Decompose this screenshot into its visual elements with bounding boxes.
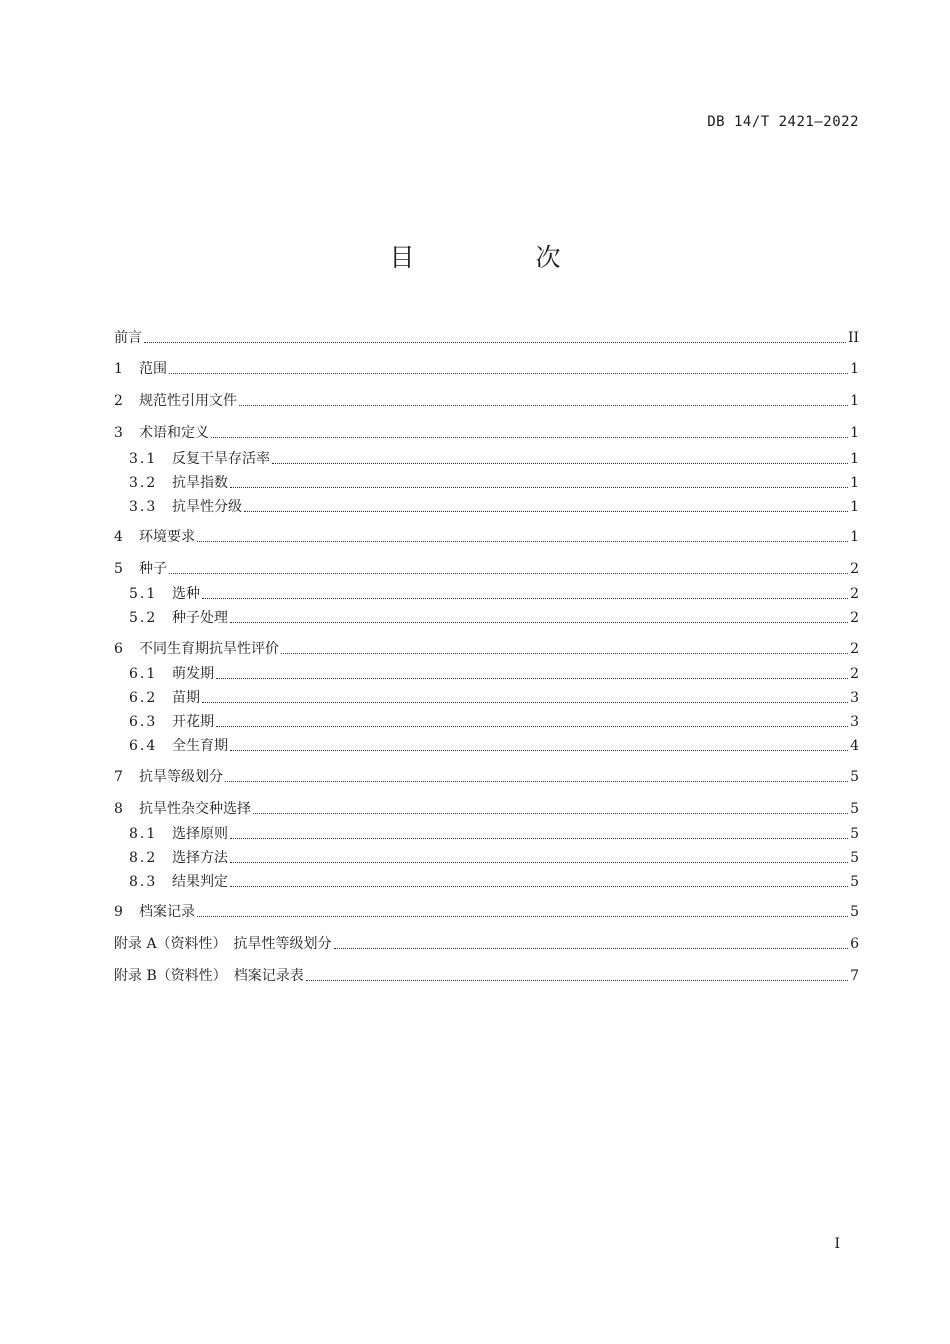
toc-entry[interactable] [129, 712, 859, 732]
toc-entry-number: 1 [114, 361, 125, 377]
dot-leader [306, 979, 848, 981]
toc-entry-number: 8.1 [129, 826, 158, 842]
toc-entry-page: 2 [850, 666, 859, 682]
toc-entry-number: 8 [114, 801, 125, 817]
toc-entry-page: 1 [850, 393, 859, 409]
toc-entry[interactable] [114, 423, 859, 443]
toc-entry[interactable] [129, 473, 859, 493]
toc-entry[interactable] [129, 664, 859, 684]
toc-entry-number: 5.1 [129, 586, 158, 602]
toc-entry-label [114, 527, 195, 547]
toc-entry[interactable] [114, 328, 859, 348]
toc-entry[interactable] [129, 497, 859, 517]
toc-entry-label [114, 639, 279, 659]
toc-entry-text: 档案记录 [139, 904, 195, 920]
toc-entry-label [114, 767, 223, 787]
toc-entry-label [129, 824, 228, 844]
toc-entry[interactable] [114, 934, 859, 954]
toc-entry-page: 1 [850, 361, 859, 377]
toc-entry-page: 2 [850, 561, 859, 577]
toc-entry-number: 6.3 [129, 714, 158, 730]
toc-entry-number: 6 [114, 641, 125, 657]
toc-entry-page: 5 [850, 769, 859, 785]
dot-leader [239, 404, 848, 406]
dot-leader [230, 885, 848, 887]
dot-leader [197, 915, 848, 917]
toc-entry-number: 8.3 [129, 874, 158, 890]
dot-leader [202, 701, 848, 703]
toc-entry-number: 5 [114, 561, 125, 577]
toc-entry[interactable] [114, 902, 859, 922]
toc-entry-number: 6.4 [129, 738, 158, 754]
toc-entry-text: 萌发期 [172, 666, 214, 682]
toc-entry-page: 5 [850, 904, 859, 920]
toc-entry-text: 规范性引用文件 [139, 393, 237, 409]
dot-leader [230, 621, 848, 623]
toc-entry[interactable] [129, 848, 859, 868]
toc-entry-label [114, 934, 332, 954]
dot-leader [225, 780, 848, 782]
toc-entry-label [129, 497, 242, 517]
toc-entry-page: 5 [850, 874, 859, 890]
toc-entry[interactable] [129, 584, 859, 604]
toc-entry-page: 6 [850, 936, 859, 952]
toc-entry-label [114, 799, 251, 819]
toc-entry-label [129, 872, 228, 892]
toc-entry-page: 2 [850, 586, 859, 602]
dot-leader [202, 597, 848, 599]
toc-entry-number: 4 [114, 529, 125, 545]
toc-entry[interactable] [114, 639, 859, 659]
toc-entry-label [129, 449, 270, 469]
dot-leader [211, 436, 848, 438]
toc-entry-text: 不同生育期抗旱性评价 [139, 641, 279, 657]
dot-leader [230, 486, 848, 488]
toc-entry-label [114, 902, 195, 922]
toc-entry-text: 抗旱等级划分 [139, 769, 223, 785]
toc-entry[interactable] [114, 966, 859, 986]
toc-entry-number: 3.2 [129, 475, 158, 491]
toc-entry-number: 3.1 [129, 451, 158, 467]
toc-entry-page: 3 [850, 690, 859, 706]
toc-entry[interactable] [114, 391, 859, 411]
toc-entry-text: 全生育期 [172, 738, 228, 754]
dot-leader [216, 725, 848, 727]
toc-entry-text: 种子处理 [172, 610, 228, 626]
toc-entry-text: 前言 [114, 330, 142, 346]
dot-leader [230, 837, 848, 839]
toc-entry-text: 抗旱性杂交种选择 [139, 801, 251, 817]
toc-entry-text: 选择方法 [172, 850, 228, 866]
toc-entry-page: 3 [850, 714, 859, 730]
toc-entry-text: 选种 [172, 586, 200, 602]
toc-entry-text: 附录 B（资料性） 档案记录表 [114, 968, 304, 984]
toc-entry-page: 1 [850, 529, 859, 545]
toc-entry[interactable] [129, 736, 859, 756]
dot-leader [272, 462, 848, 464]
dot-leader [334, 947, 849, 949]
toc-entry-label [129, 848, 228, 868]
toc-entry[interactable] [129, 872, 859, 892]
dot-leader [197, 540, 848, 542]
toc-entry-text: 种子 [139, 561, 167, 577]
toc-entry-text: 术语和定义 [139, 425, 209, 441]
toc-entry-label [129, 473, 228, 493]
toc-entry[interactable] [114, 767, 859, 787]
toc-entry-page: 7 [850, 968, 859, 984]
toc-entry-label [129, 736, 228, 756]
toc-entry[interactable] [114, 359, 859, 379]
toc-entry-page: 2 [850, 641, 859, 657]
document-code: DB 14/T 2421—2022 [707, 114, 859, 130]
toc-entry-number: 2 [114, 393, 125, 409]
dot-leader [169, 372, 848, 374]
toc-entry-text: 附录 A（资料性） 抗旱性等级划分 [114, 936, 332, 952]
toc-entry-text: 选择原则 [172, 826, 228, 842]
toc-entry-label [129, 584, 200, 604]
toc-entry[interactable] [114, 527, 859, 547]
toc-entry-label [129, 664, 214, 684]
toc-entry-text: 环境要求 [139, 529, 195, 545]
toc-entry-number: 5.2 [129, 610, 158, 626]
toc-entry-text: 抗旱性分级 [172, 499, 242, 515]
toc-entry-page: 5 [850, 850, 859, 866]
toc-entry-text: 范围 [139, 361, 167, 377]
toc-entry[interactable] [129, 688, 859, 708]
toc-entry[interactable] [129, 449, 859, 469]
dot-leader [216, 677, 848, 679]
dot-leader [281, 652, 848, 654]
toc-entry-number: 3.3 [129, 499, 158, 515]
toc-entry-label [114, 423, 209, 443]
toc-entry-label [129, 712, 214, 732]
toc-entry-page: 1 [850, 425, 859, 441]
toc-entry-number: 8.2 [129, 850, 158, 866]
dot-leader [169, 572, 848, 574]
toc-entry-label [114, 966, 304, 986]
toc-entry-page: 2 [850, 610, 859, 626]
toc-entry-text: 结果判定 [172, 874, 228, 890]
toc-entry-page: 5 [850, 826, 859, 842]
toc-entry-number: 6.1 [129, 666, 158, 682]
toc-entry-text: 开花期 [172, 714, 214, 730]
toc-entry-page: II [847, 330, 859, 346]
toc-entry-text: 反复干旱存活率 [172, 451, 270, 467]
toc-entry-page: 1 [850, 475, 859, 491]
toc-entry-label [114, 359, 167, 379]
toc-entry-label [114, 328, 142, 348]
toc-entry-number: 3 [114, 425, 125, 441]
toc-entry[interactable] [114, 799, 859, 819]
toc-entry-number: 9 [114, 904, 125, 920]
toc-entry[interactable] [129, 608, 859, 628]
toc-entry-number: 6.2 [129, 690, 158, 706]
toc-entry[interactable] [129, 824, 859, 844]
dot-leader [230, 749, 848, 751]
dot-leader [230, 861, 848, 863]
toc-entry-page: 1 [850, 451, 859, 467]
toc-entry-text: 抗旱指数 [172, 475, 228, 491]
page-title: 目 次 [389, 243, 609, 272]
toc-entry-label [114, 391, 237, 411]
toc-entry-page: 1 [850, 499, 859, 515]
toc-entry-page: 4 [850, 738, 859, 754]
dot-leader [244, 510, 848, 512]
dot-leader [144, 341, 846, 343]
toc-entry-label [129, 608, 228, 628]
toc-entry-label [114, 559, 167, 579]
page-number: I [834, 1236, 840, 1252]
toc-entry[interactable] [114, 559, 859, 579]
toc-entry-number: 7 [114, 769, 125, 785]
toc-entry-text: 苗期 [172, 690, 200, 706]
toc-entry-label [129, 688, 200, 708]
toc-entry-page: 5 [850, 801, 859, 817]
dot-leader [253, 812, 848, 814]
